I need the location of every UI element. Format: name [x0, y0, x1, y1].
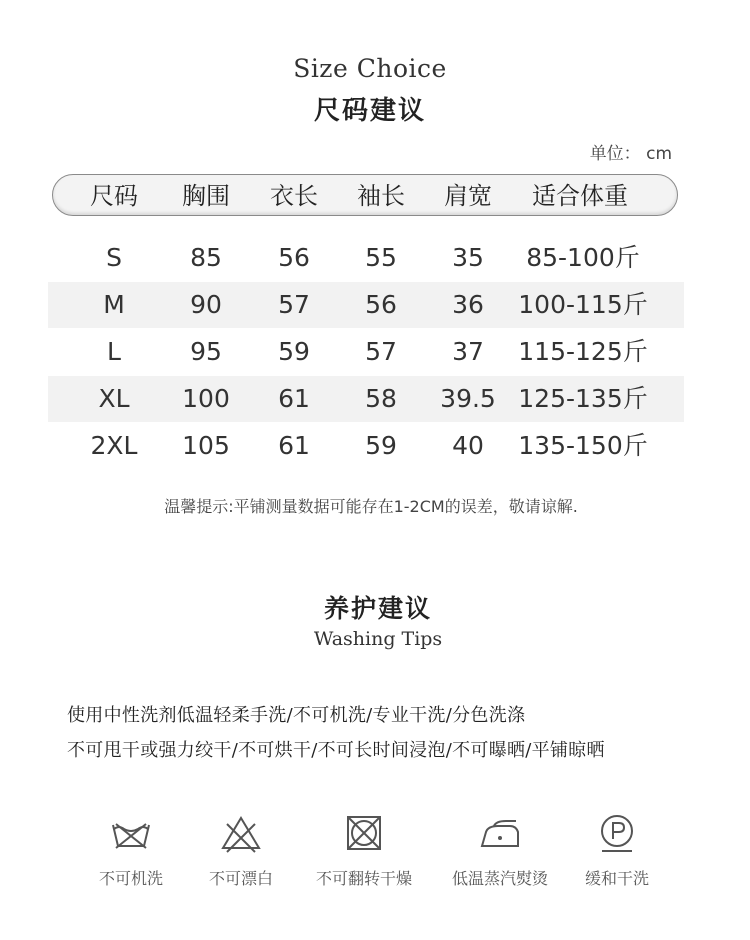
header-length: 衣长	[270, 182, 318, 210]
cell-chest: 85	[190, 243, 222, 272]
cell-shoulder: 40	[452, 431, 484, 460]
care-tip-line: 使用中性洗剂低温轻柔手洗/不可机洗/专业干洗/分色洗涤	[67, 705, 526, 726]
cell-length: 57	[278, 290, 310, 319]
low-temp-iron-icon	[478, 812, 522, 856]
cell-sleeve: 57	[365, 337, 397, 366]
cell-chest: 95	[190, 337, 222, 366]
cell-length: 59	[278, 337, 310, 366]
size-choice-title-en: Size Choice	[293, 54, 447, 83]
cell-chest: 100	[182, 384, 230, 413]
care-title-cn: 养护建议	[323, 594, 432, 623]
cell-length: 56	[278, 243, 310, 272]
care-tip-line: 不可甩干或强力绞干/不可烘干/不可长时间浸泡/不可曝晒/平铺晾晒	[67, 740, 605, 761]
no-tumble-dry-icon	[342, 812, 386, 856]
cell-shoulder: 37	[452, 337, 484, 366]
no-machine-wash-icon	[109, 812, 153, 856]
header-weight: 适合体重	[532, 182, 628, 210]
icon-label: 不可机洗	[98, 869, 164, 888]
header-shoulder: 肩宽	[444, 182, 492, 210]
cell-weight: 135-150斤	[518, 431, 648, 460]
cell-size: L	[107, 337, 121, 366]
icon-label: 低温蒸汽熨烫	[451, 869, 549, 888]
no-bleach-icon	[219, 812, 263, 856]
cell-sleeve: 55	[365, 243, 397, 272]
icon-label: 不可翻转干燥	[315, 869, 413, 888]
cell-size: M	[103, 290, 125, 319]
cell-sleeve: 58	[365, 384, 397, 413]
cell-shoulder: 39.5	[440, 384, 496, 413]
header-chest: 胸围	[182, 182, 230, 210]
cell-weight: 125-135斤	[518, 384, 648, 413]
measurement-note: 温馨提示:平铺测量数据可能存在1-2CM的误差，敬请谅解.	[164, 497, 578, 516]
unit-label: 单位： cm	[589, 144, 672, 164]
cell-chest: 105	[182, 431, 230, 460]
cell-size: XL	[98, 384, 130, 413]
cell-size: S	[106, 243, 122, 272]
cell-shoulder: 36	[452, 290, 484, 319]
cell-length: 61	[278, 431, 310, 460]
cell-length: 61	[278, 384, 310, 413]
icon-label: 不可漂白	[208, 869, 274, 888]
cell-weight: 85-100斤	[526, 243, 640, 272]
size-choice-title-cn: 尺码建议	[313, 96, 426, 126]
cell-shoulder: 35	[452, 243, 484, 272]
care-title-en: Washing Tips	[313, 628, 443, 650]
cell-sleeve: 56	[365, 290, 397, 319]
cell-chest: 90	[190, 290, 222, 319]
gentle-dry-clean-icon	[595, 812, 639, 856]
header-size: 尺码	[90, 182, 138, 210]
cell-sleeve: 59	[365, 431, 397, 460]
cell-weight: 100-115斤	[518, 290, 648, 319]
cell-weight: 115-125斤	[518, 337, 648, 366]
icon-label: 缓和干洗	[584, 869, 650, 888]
header-sleeve: 袖长	[357, 182, 405, 210]
cell-size: 2XL	[90, 431, 138, 460]
